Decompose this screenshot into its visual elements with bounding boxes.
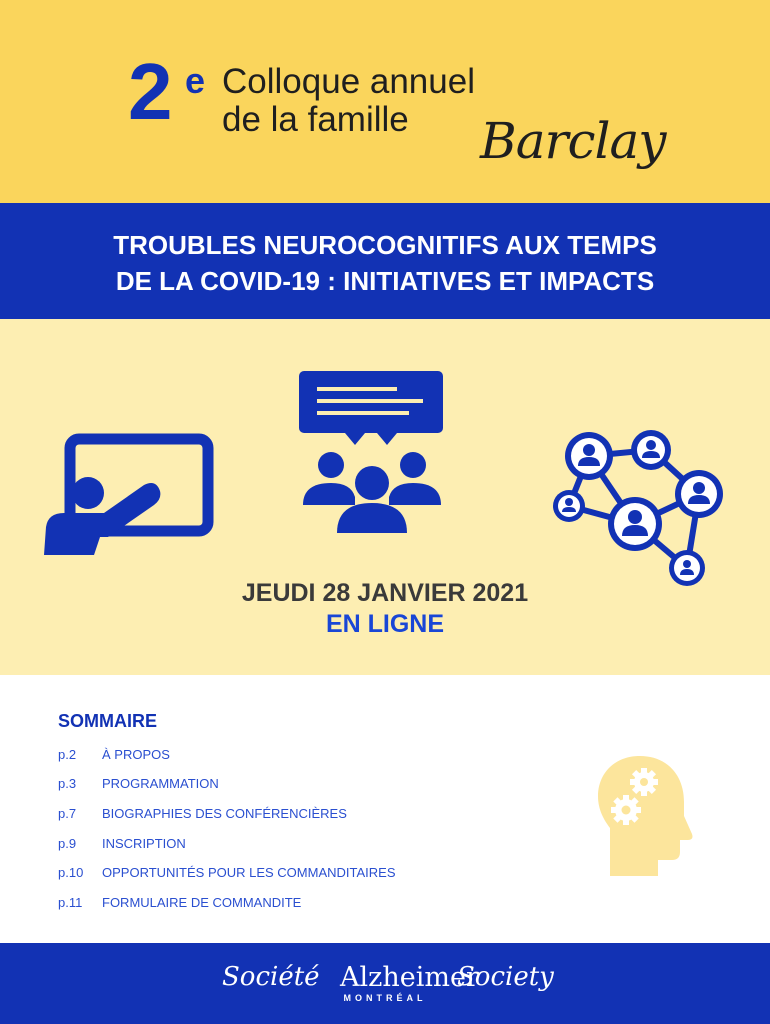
toc-link-a-propos[interactable] bbox=[58, 747, 170, 762]
toc-title: SOMMAIRE bbox=[58, 711, 157, 731]
theme-title bbox=[0, 227, 770, 299]
network-icon bbox=[551, 428, 731, 590]
event-date: JEUDI 28 JANVIER 2021 bbox=[241, 579, 529, 607]
theme-line-1: TROUBLES NEUROCOGNITIFS AUX TEMPS bbox=[113, 230, 657, 260]
title-line-2: de la famille bbox=[222, 100, 409, 139]
presentation-icon bbox=[38, 433, 216, 557]
head-gears-icon bbox=[596, 752, 706, 880]
toc-label: OPPORTUNITÉS POUR LES COMMANDITAIRES bbox=[102, 865, 396, 880]
toc-label: FORMULAIRE DE COMMANDITE bbox=[102, 895, 302, 910]
title-line-1: Colloque annuel bbox=[222, 62, 475, 101]
toc-page-number: p.11 bbox=[58, 895, 83, 910]
edition-number: 2 bbox=[128, 47, 170, 136]
toc-label: INSCRIPTION bbox=[102, 836, 186, 851]
logo-alzheimer: Alzheimer bbox=[340, 962, 479, 993]
toc-page-number: p.10 bbox=[58, 865, 84, 880]
toc-link-opportunites[interactable] bbox=[58, 865, 396, 880]
toc-page-number: p.3 bbox=[58, 776, 77, 791]
event-location: EN LIGNE bbox=[325, 610, 445, 638]
toc-link-biographies[interactable] bbox=[58, 806, 347, 821]
toc-label: À PROPOS bbox=[102, 747, 170, 762]
toc-label: BIOGRAPHIES DES CONFÉRENCIÈRES bbox=[102, 806, 347, 821]
toc-link-programmation[interactable] bbox=[58, 776, 219, 791]
toc-page-number: p.7 bbox=[58, 806, 77, 821]
toc-page-number: p.2 bbox=[58, 747, 77, 762]
logo-society: Society bbox=[457, 962, 554, 992]
theme-line-2: DE LA COVID-19 : INITIATIVES ET IMPACTS bbox=[115, 266, 655, 296]
toc-link-inscription[interactable] bbox=[58, 836, 186, 851]
toc-page-number: p.9 bbox=[58, 836, 77, 851]
toc-link-formulaire[interactable] bbox=[58, 895, 301, 910]
group-discussion-icon bbox=[297, 369, 447, 534]
edition-superscript: e bbox=[185, 60, 206, 101]
logo-city: MONTRÉAL bbox=[343, 993, 427, 1003]
toc-label: PROGRAMMATION bbox=[102, 776, 219, 791]
family-name: Barclay bbox=[480, 112, 666, 170]
logo-societe: Société bbox=[222, 962, 320, 992]
